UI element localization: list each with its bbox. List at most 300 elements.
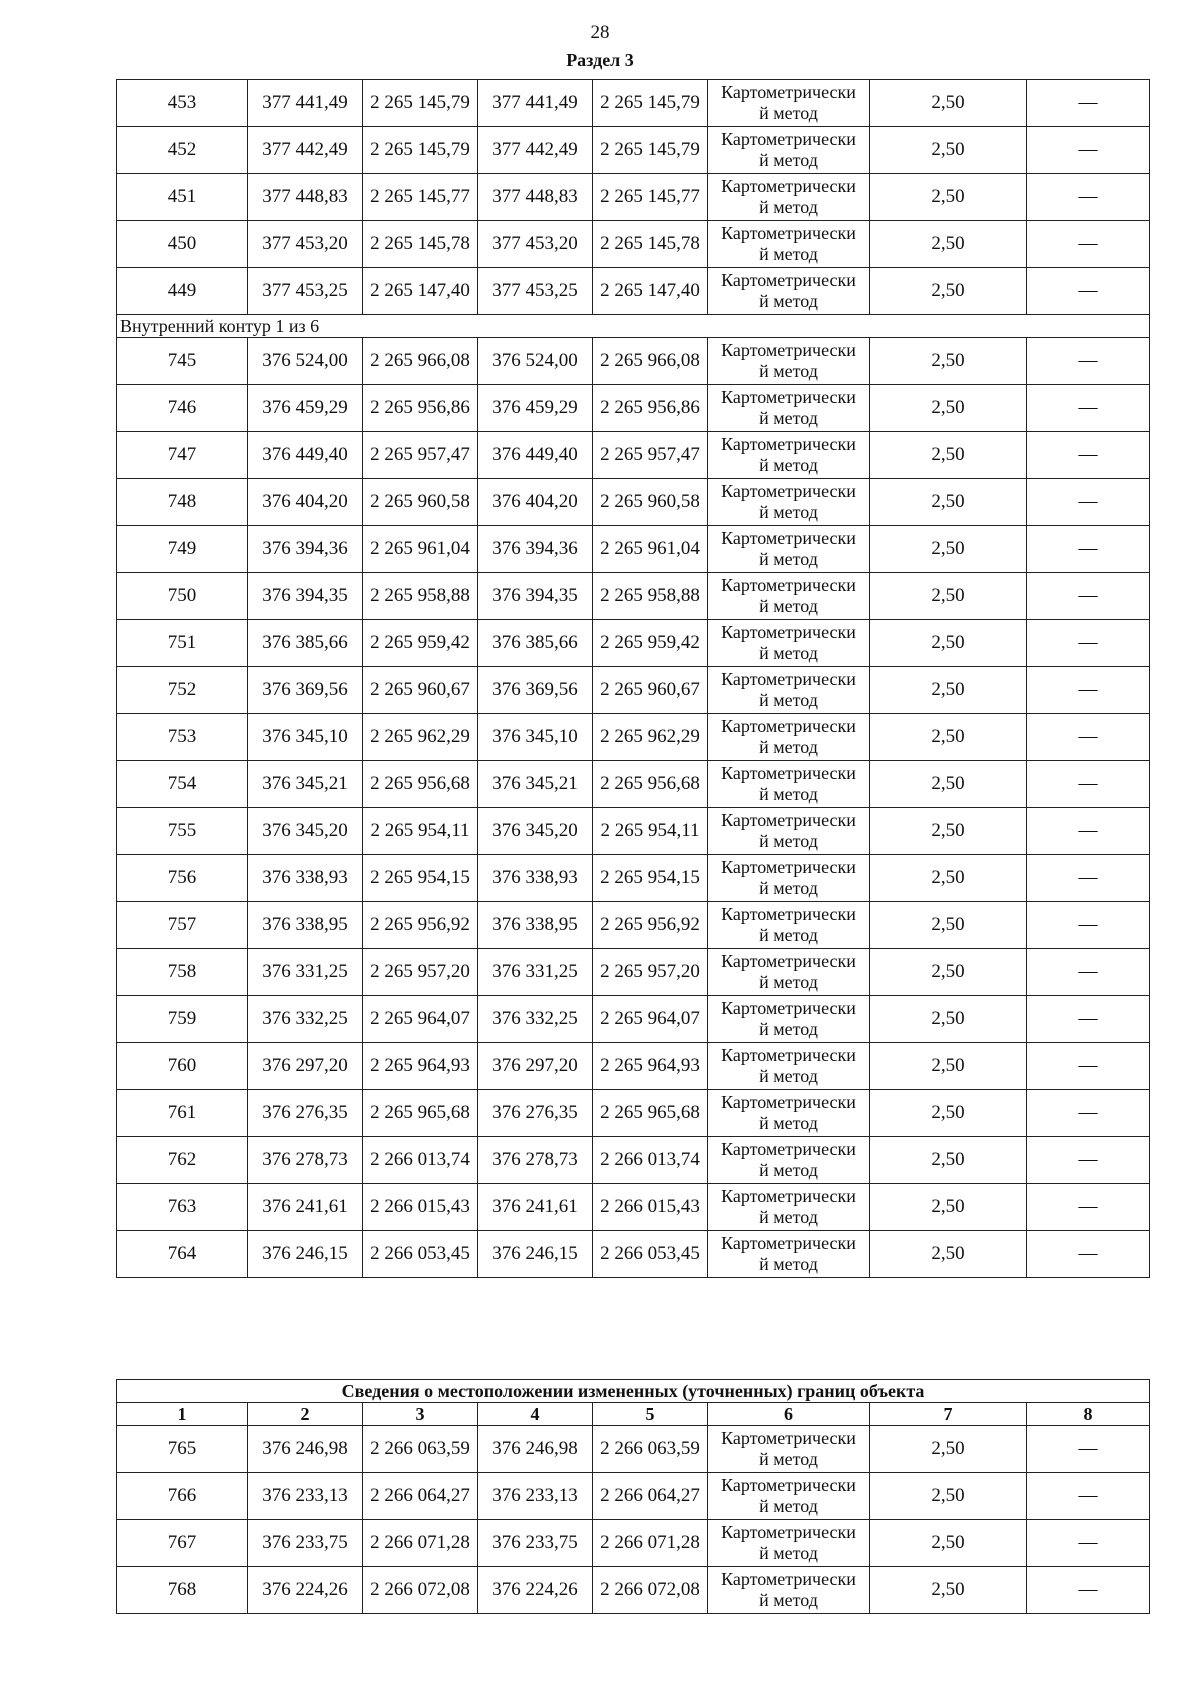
table-row	[117, 573, 1150, 620]
y-existing-cell: 2 265 145,79	[363, 80, 478, 127]
method-cell	[708, 714, 870, 761]
y-new-cell: 2 265 957,20	[593, 949, 708, 996]
description-cell: —	[1027, 573, 1150, 620]
method-text-line-1: Картометрически	[721, 951, 856, 971]
x-new-cell: 376 338,95	[478, 902, 593, 949]
x-new-cell: 376 459,29	[478, 385, 593, 432]
method-text-line-2: й метод	[759, 1254, 818, 1274]
method-cell	[708, 1137, 870, 1184]
method-cell	[708, 1520, 870, 1567]
method-text-line-1: Картометрически	[721, 810, 856, 830]
method-cell	[708, 432, 870, 479]
column-header: 1	[117, 1403, 248, 1426]
table-row	[117, 1090, 1150, 1137]
method-text-line-2: й метод	[759, 1113, 818, 1133]
description-cell: —	[1027, 127, 1150, 174]
description-cell: —	[1027, 808, 1150, 855]
x-existing-cell: 376 345,20	[248, 808, 363, 855]
method-cell	[708, 573, 870, 620]
method-text-line-1: Картометрически	[721, 387, 856, 407]
method-text-line-1: Картометрически	[721, 716, 856, 736]
method-text-line-2: й метод	[759, 1543, 818, 1563]
table-row	[117, 620, 1150, 667]
method-text-line-1: Картометрически	[721, 434, 856, 454]
x-existing-cell: 376 233,75	[248, 1520, 363, 1567]
method-text-line-2: й метод	[759, 737, 818, 757]
accuracy-cell: 2,50	[870, 808, 1027, 855]
y-new-cell: 2 266 053,45	[593, 1231, 708, 1278]
accuracy-cell: 2,50	[870, 1043, 1027, 1090]
point-number-cell: 762	[117, 1137, 248, 1184]
table-row	[117, 1473, 1150, 1520]
method-text-line-2: й метод	[759, 1590, 818, 1610]
table-row	[117, 1567, 1150, 1614]
x-new-cell: 376 449,40	[478, 432, 593, 479]
description-cell: —	[1027, 338, 1150, 385]
y-existing-cell: 2 266 071,28	[363, 1520, 478, 1567]
table-row	[117, 526, 1150, 573]
y-new-cell: 2 266 064,27	[593, 1473, 708, 1520]
y-new-cell: 2 265 956,92	[593, 902, 708, 949]
point-number-cell: 758	[117, 949, 248, 996]
method-text-line-2: й метод	[759, 1449, 818, 1469]
point-number-cell: 759	[117, 996, 248, 1043]
x-new-cell: 376 385,66	[478, 620, 593, 667]
x-new-cell: 376 276,35	[478, 1090, 593, 1137]
y-new-cell: 2 265 959,42	[593, 620, 708, 667]
description-cell: —	[1027, 1473, 1150, 1520]
method-text-line-1: Картометрически	[721, 857, 856, 877]
y-existing-cell: 2 265 145,77	[363, 174, 478, 221]
x-existing-cell: 376 276,35	[248, 1090, 363, 1137]
method-cell	[708, 808, 870, 855]
x-existing-cell: 376 338,93	[248, 855, 363, 902]
method-cell	[708, 949, 870, 996]
description-cell: —	[1027, 1426, 1150, 1473]
accuracy-cell: 2,50	[870, 1184, 1027, 1231]
y-existing-cell: 2 265 956,92	[363, 902, 478, 949]
table-row	[117, 1137, 1150, 1184]
method-cell	[708, 1184, 870, 1231]
description-cell: —	[1027, 855, 1150, 902]
y-existing-cell: 2 265 957,20	[363, 949, 478, 996]
y-new-cell: 2 265 956,68	[593, 761, 708, 808]
y-new-cell: 2 265 145,79	[593, 127, 708, 174]
description-cell: —	[1027, 949, 1150, 996]
table-body-outer-contour	[117, 80, 1150, 315]
x-new-cell: 376 338,93	[478, 855, 593, 902]
x-new-cell: 376 224,26	[478, 1567, 593, 1614]
table-row	[117, 996, 1150, 1043]
y-existing-cell: 2 265 959,42	[363, 620, 478, 667]
table-row	[117, 949, 1150, 996]
page-number: 28	[590, 22, 610, 43]
point-number-cell: 745	[117, 338, 248, 385]
description-cell: —	[1027, 1520, 1150, 1567]
method-cell	[708, 1473, 870, 1520]
x-existing-cell: 376 224,26	[248, 1567, 363, 1614]
table-body-changed	[117, 1426, 1150, 1614]
method-text-line-1: Картометрически	[721, 763, 856, 783]
column-header: 2	[248, 1403, 363, 1426]
y-new-cell: 2 265 954,15	[593, 855, 708, 902]
method-cell	[708, 479, 870, 526]
method-text-line-2: й метод	[759, 244, 818, 264]
changed-boundaries-table	[116, 1379, 1150, 1614]
method-text-line-1: Картометрически	[721, 1092, 856, 1112]
y-existing-cell: 2 265 958,88	[363, 573, 478, 620]
accuracy-cell: 2,50	[870, 479, 1027, 526]
column-header: 6	[708, 1403, 870, 1426]
description-cell: —	[1027, 80, 1150, 127]
accuracy-cell: 2,50	[870, 268, 1027, 315]
method-cell	[708, 338, 870, 385]
point-number-cell: 450	[117, 221, 248, 268]
method-cell	[708, 1231, 870, 1278]
y-existing-cell: 2 265 145,78	[363, 221, 478, 268]
x-existing-cell: 376 345,21	[248, 761, 363, 808]
point-number-cell: 747	[117, 432, 248, 479]
y-new-cell: 2 265 960,58	[593, 479, 708, 526]
y-new-cell: 2 265 962,29	[593, 714, 708, 761]
method-cell	[708, 855, 870, 902]
accuracy-cell: 2,50	[870, 949, 1027, 996]
point-number-cell: 755	[117, 808, 248, 855]
accuracy-cell: 2,50	[870, 526, 1027, 573]
x-new-cell: 376 241,61	[478, 1184, 593, 1231]
y-new-cell: 2 265 145,77	[593, 174, 708, 221]
method-text-line-2: й метод	[759, 361, 818, 381]
x-existing-cell: 377 442,49	[248, 127, 363, 174]
point-number-cell: 765	[117, 1426, 248, 1473]
point-number-cell: 767	[117, 1520, 248, 1567]
table-row	[117, 761, 1150, 808]
description-cell: —	[1027, 1090, 1150, 1137]
x-existing-cell: 376 241,61	[248, 1184, 363, 1231]
accuracy-cell: 2,50	[870, 573, 1027, 620]
description-cell: —	[1027, 526, 1150, 573]
point-number-cell: 748	[117, 479, 248, 526]
y-existing-cell: 2 266 063,59	[363, 1426, 478, 1473]
description-cell: —	[1027, 902, 1150, 949]
accuracy-cell: 2,50	[870, 996, 1027, 1043]
accuracy-cell: 2,50	[870, 855, 1027, 902]
description-cell: —	[1027, 385, 1150, 432]
x-existing-cell: 376 246,15	[248, 1231, 363, 1278]
method-cell	[708, 1426, 870, 1473]
column-header: 4	[478, 1403, 593, 1426]
table-row	[117, 1520, 1150, 1567]
point-number-cell: 761	[117, 1090, 248, 1137]
accuracy-cell: 2,50	[870, 1090, 1027, 1137]
y-existing-cell: 2 266 064,27	[363, 1473, 478, 1520]
method-cell	[708, 221, 870, 268]
method-cell	[708, 1090, 870, 1137]
method-text-line-1: Картометрически	[721, 669, 856, 689]
description-cell: —	[1027, 714, 1150, 761]
method-text-line-2: й метод	[759, 150, 818, 170]
description-cell: —	[1027, 1231, 1150, 1278]
accuracy-cell: 2,50	[870, 1426, 1027, 1473]
y-existing-cell: 2 266 015,43	[363, 1184, 478, 1231]
point-number-cell: 452	[117, 127, 248, 174]
method-text-line-1: Картометрически	[721, 998, 856, 1018]
method-text-line-2: й метод	[759, 596, 818, 616]
method-cell	[708, 996, 870, 1043]
description-cell: —	[1027, 996, 1150, 1043]
accuracy-cell: 2,50	[870, 80, 1027, 127]
method-text-line-1: Картометрически	[721, 1522, 856, 1542]
y-new-cell: 2 265 147,40	[593, 268, 708, 315]
method-cell	[708, 761, 870, 808]
x-new-cell: 376 233,13	[478, 1473, 593, 1520]
method-text-line-1: Картометрически	[721, 622, 856, 642]
column-header: 8	[1027, 1403, 1150, 1426]
method-text-line-2: й метод	[759, 690, 818, 710]
accuracy-cell: 2,50	[870, 1520, 1027, 1567]
method-text-line-1: Картометрически	[721, 1569, 856, 1589]
x-existing-cell: 376 345,10	[248, 714, 363, 761]
method-text-line-2: й метод	[759, 408, 818, 428]
y-new-cell: 2 265 966,08	[593, 338, 708, 385]
method-text-line-1: Картометрически	[721, 176, 856, 196]
description-cell: —	[1027, 268, 1150, 315]
coordinates-table	[116, 79, 1150, 1278]
table-row	[117, 714, 1150, 761]
x-new-cell: 377 448,83	[478, 174, 593, 221]
table-title: Сведения о местоположении измененных (уточненных) границ объекта	[117, 1380, 1150, 1403]
method-text-line-1: Картометрически	[721, 1233, 856, 1253]
x-existing-cell: 377 453,20	[248, 221, 363, 268]
table-row	[117, 667, 1150, 714]
x-existing-cell: 377 448,83	[248, 174, 363, 221]
method-text-line-2: й метод	[759, 1066, 818, 1086]
y-existing-cell: 2 265 956,68	[363, 761, 478, 808]
accuracy-cell: 2,50	[870, 221, 1027, 268]
section-title: Раздел 3	[566, 50, 634, 70]
method-text-line-1: Картометрически	[721, 1186, 856, 1206]
x-new-cell: 376 404,20	[478, 479, 593, 526]
y-new-cell: 2 266 015,43	[593, 1184, 708, 1231]
point-number-cell: 756	[117, 855, 248, 902]
y-new-cell: 2 265 145,78	[593, 221, 708, 268]
table-row	[117, 385, 1150, 432]
point-number-cell: 757	[117, 902, 248, 949]
x-existing-cell: 376 332,25	[248, 996, 363, 1043]
method-text-line-2: й метод	[759, 925, 818, 945]
contour-row	[117, 315, 1150, 338]
x-new-cell: 376 297,20	[478, 1043, 593, 1090]
point-number-cell: 760	[117, 1043, 248, 1090]
method-text-line-2: й метод	[759, 1160, 818, 1180]
x-existing-cell: 376 246,98	[248, 1426, 363, 1473]
accuracy-cell: 2,50	[870, 714, 1027, 761]
description-cell: —	[1027, 620, 1150, 667]
method-text-line-2: й метод	[759, 1019, 818, 1039]
y-existing-cell: 2 265 964,93	[363, 1043, 478, 1090]
x-new-cell: 377 453,20	[478, 221, 593, 268]
x-existing-cell: 376 331,25	[248, 949, 363, 996]
method-text-line-1: Картометрически	[721, 270, 856, 290]
table-row	[117, 432, 1150, 479]
point-number-cell: 768	[117, 1567, 248, 1614]
y-existing-cell: 2 265 145,79	[363, 127, 478, 174]
point-number-cell: 453	[117, 80, 248, 127]
description-cell: —	[1027, 1184, 1150, 1231]
y-new-cell: 2 266 072,08	[593, 1567, 708, 1614]
point-number-cell: 766	[117, 1473, 248, 1520]
point-number-cell: 752	[117, 667, 248, 714]
point-number-cell: 763	[117, 1184, 248, 1231]
method-text-line-2: й метод	[759, 197, 818, 217]
table-row	[117, 338, 1150, 385]
y-existing-cell: 2 266 053,45	[363, 1231, 478, 1278]
x-new-cell: 376 524,00	[478, 338, 593, 385]
x-existing-cell: 376 278,73	[248, 1137, 363, 1184]
x-existing-cell: 377 441,49	[248, 80, 363, 127]
x-new-cell: 376 246,98	[478, 1426, 593, 1473]
description-cell: —	[1027, 174, 1150, 221]
column-header: 7	[870, 1403, 1027, 1426]
y-new-cell: 2 265 958,88	[593, 573, 708, 620]
point-number-cell: 749	[117, 526, 248, 573]
point-number-cell: 449	[117, 268, 248, 315]
method-text-line-1: Картометрически	[721, 1139, 856, 1159]
accuracy-cell: 2,50	[870, 1231, 1027, 1278]
method-text-line-2: й метод	[759, 1496, 818, 1516]
y-existing-cell: 2 265 966,08	[363, 338, 478, 385]
accuracy-cell: 2,50	[870, 127, 1027, 174]
method-cell	[708, 667, 870, 714]
table-row	[117, 1426, 1150, 1473]
y-new-cell: 2 265 145,79	[593, 80, 708, 127]
point-number-cell: 451	[117, 174, 248, 221]
method-text-line-1: Картометрически	[721, 1045, 856, 1065]
x-new-cell: 376 233,75	[478, 1520, 593, 1567]
description-cell: —	[1027, 1567, 1150, 1614]
table-row	[117, 902, 1150, 949]
point-number-cell: 751	[117, 620, 248, 667]
column-number-row	[117, 1403, 1150, 1426]
method-cell	[708, 620, 870, 667]
method-text-line-1: Картометрически	[721, 528, 856, 548]
x-existing-cell: 377 453,25	[248, 268, 363, 315]
y-new-cell: 2 266 071,28	[593, 1520, 708, 1567]
y-new-cell: 2 265 960,67	[593, 667, 708, 714]
method-text-line-2: й метод	[759, 291, 818, 311]
x-existing-cell: 376 338,95	[248, 902, 363, 949]
accuracy-cell: 2,50	[870, 1473, 1027, 1520]
accuracy-cell: 2,50	[870, 1567, 1027, 1614]
description-cell: —	[1027, 432, 1150, 479]
table-row	[117, 479, 1150, 526]
y-new-cell: 2 265 957,47	[593, 432, 708, 479]
method-text-line-2: й метод	[759, 1207, 818, 1227]
accuracy-cell: 2,50	[870, 761, 1027, 808]
x-existing-cell: 376 459,29	[248, 385, 363, 432]
x-new-cell: 376 246,15	[478, 1231, 593, 1278]
x-new-cell: 376 345,20	[478, 808, 593, 855]
method-cell	[708, 127, 870, 174]
accuracy-cell: 2,50	[870, 385, 1027, 432]
y-new-cell: 2 265 965,68	[593, 1090, 708, 1137]
x-existing-cell: 376 404,20	[248, 479, 363, 526]
accuracy-cell: 2,50	[870, 620, 1027, 667]
method-text-line-2: й метод	[759, 784, 818, 804]
x-new-cell: 377 442,49	[478, 127, 593, 174]
y-existing-cell: 2 265 954,15	[363, 855, 478, 902]
table-row	[117, 174, 1150, 221]
x-new-cell: 377 453,25	[478, 268, 593, 315]
accuracy-cell: 2,50	[870, 432, 1027, 479]
y-new-cell: 2 265 964,07	[593, 996, 708, 1043]
method-cell	[708, 1567, 870, 1614]
table-row	[117, 127, 1150, 174]
table-row	[117, 1043, 1150, 1090]
method-text-line-1: Картометрически	[721, 82, 856, 102]
x-existing-cell: 376 369,56	[248, 667, 363, 714]
method-text-line-1: Картометрически	[721, 1475, 856, 1495]
y-existing-cell: 2 265 957,47	[363, 432, 478, 479]
accuracy-cell: 2,50	[870, 1137, 1027, 1184]
x-new-cell: 376 369,56	[478, 667, 593, 714]
method-cell	[708, 268, 870, 315]
y-existing-cell: 2 265 964,07	[363, 996, 478, 1043]
y-new-cell: 2 265 964,93	[593, 1043, 708, 1090]
x-existing-cell: 376 524,00	[248, 338, 363, 385]
y-existing-cell: 2 265 961,04	[363, 526, 478, 573]
y-new-cell: 2 266 013,74	[593, 1137, 708, 1184]
table-row	[117, 268, 1150, 315]
x-existing-cell: 376 233,13	[248, 1473, 363, 1520]
x-new-cell: 376 332,25	[478, 996, 593, 1043]
x-new-cell: 376 394,36	[478, 526, 593, 573]
column-header: 5	[593, 1403, 708, 1426]
method-text-line-2: й метод	[759, 103, 818, 123]
table-row	[117, 80, 1150, 127]
y-new-cell: 2 265 954,11	[593, 808, 708, 855]
x-new-cell: 376 394,35	[478, 573, 593, 620]
x-existing-cell: 376 394,35	[248, 573, 363, 620]
y-new-cell: 2 266 063,59	[593, 1426, 708, 1473]
description-cell: —	[1027, 761, 1150, 808]
method-text-line-2: й метод	[759, 831, 818, 851]
x-new-cell: 376 278,73	[478, 1137, 593, 1184]
accuracy-cell: 2,50	[870, 667, 1027, 714]
y-existing-cell: 2 265 954,11	[363, 808, 478, 855]
description-cell: —	[1027, 479, 1150, 526]
accuracy-cell: 2,50	[870, 338, 1027, 385]
description-cell: —	[1027, 1137, 1150, 1184]
method-text-line-2: й метод	[759, 878, 818, 898]
y-existing-cell: 2 265 960,67	[363, 667, 478, 714]
method-text-line-2: й метод	[759, 972, 818, 992]
method-text-line-1: Картометрически	[721, 223, 856, 243]
accuracy-cell: 2,50	[870, 902, 1027, 949]
x-existing-cell: 376 297,20	[248, 1043, 363, 1090]
x-new-cell: 377 441,49	[478, 80, 593, 127]
description-cell: —	[1027, 667, 1150, 714]
method-text-line-1: Картометрически	[721, 575, 856, 595]
method-cell	[708, 174, 870, 221]
point-number-cell: 750	[117, 573, 248, 620]
method-cell	[708, 526, 870, 573]
table-row	[117, 221, 1150, 268]
y-new-cell: 2 265 961,04	[593, 526, 708, 573]
x-existing-cell: 376 394,36	[248, 526, 363, 573]
x-new-cell: 376 331,25	[478, 949, 593, 996]
y-existing-cell: 2 265 962,29	[363, 714, 478, 761]
